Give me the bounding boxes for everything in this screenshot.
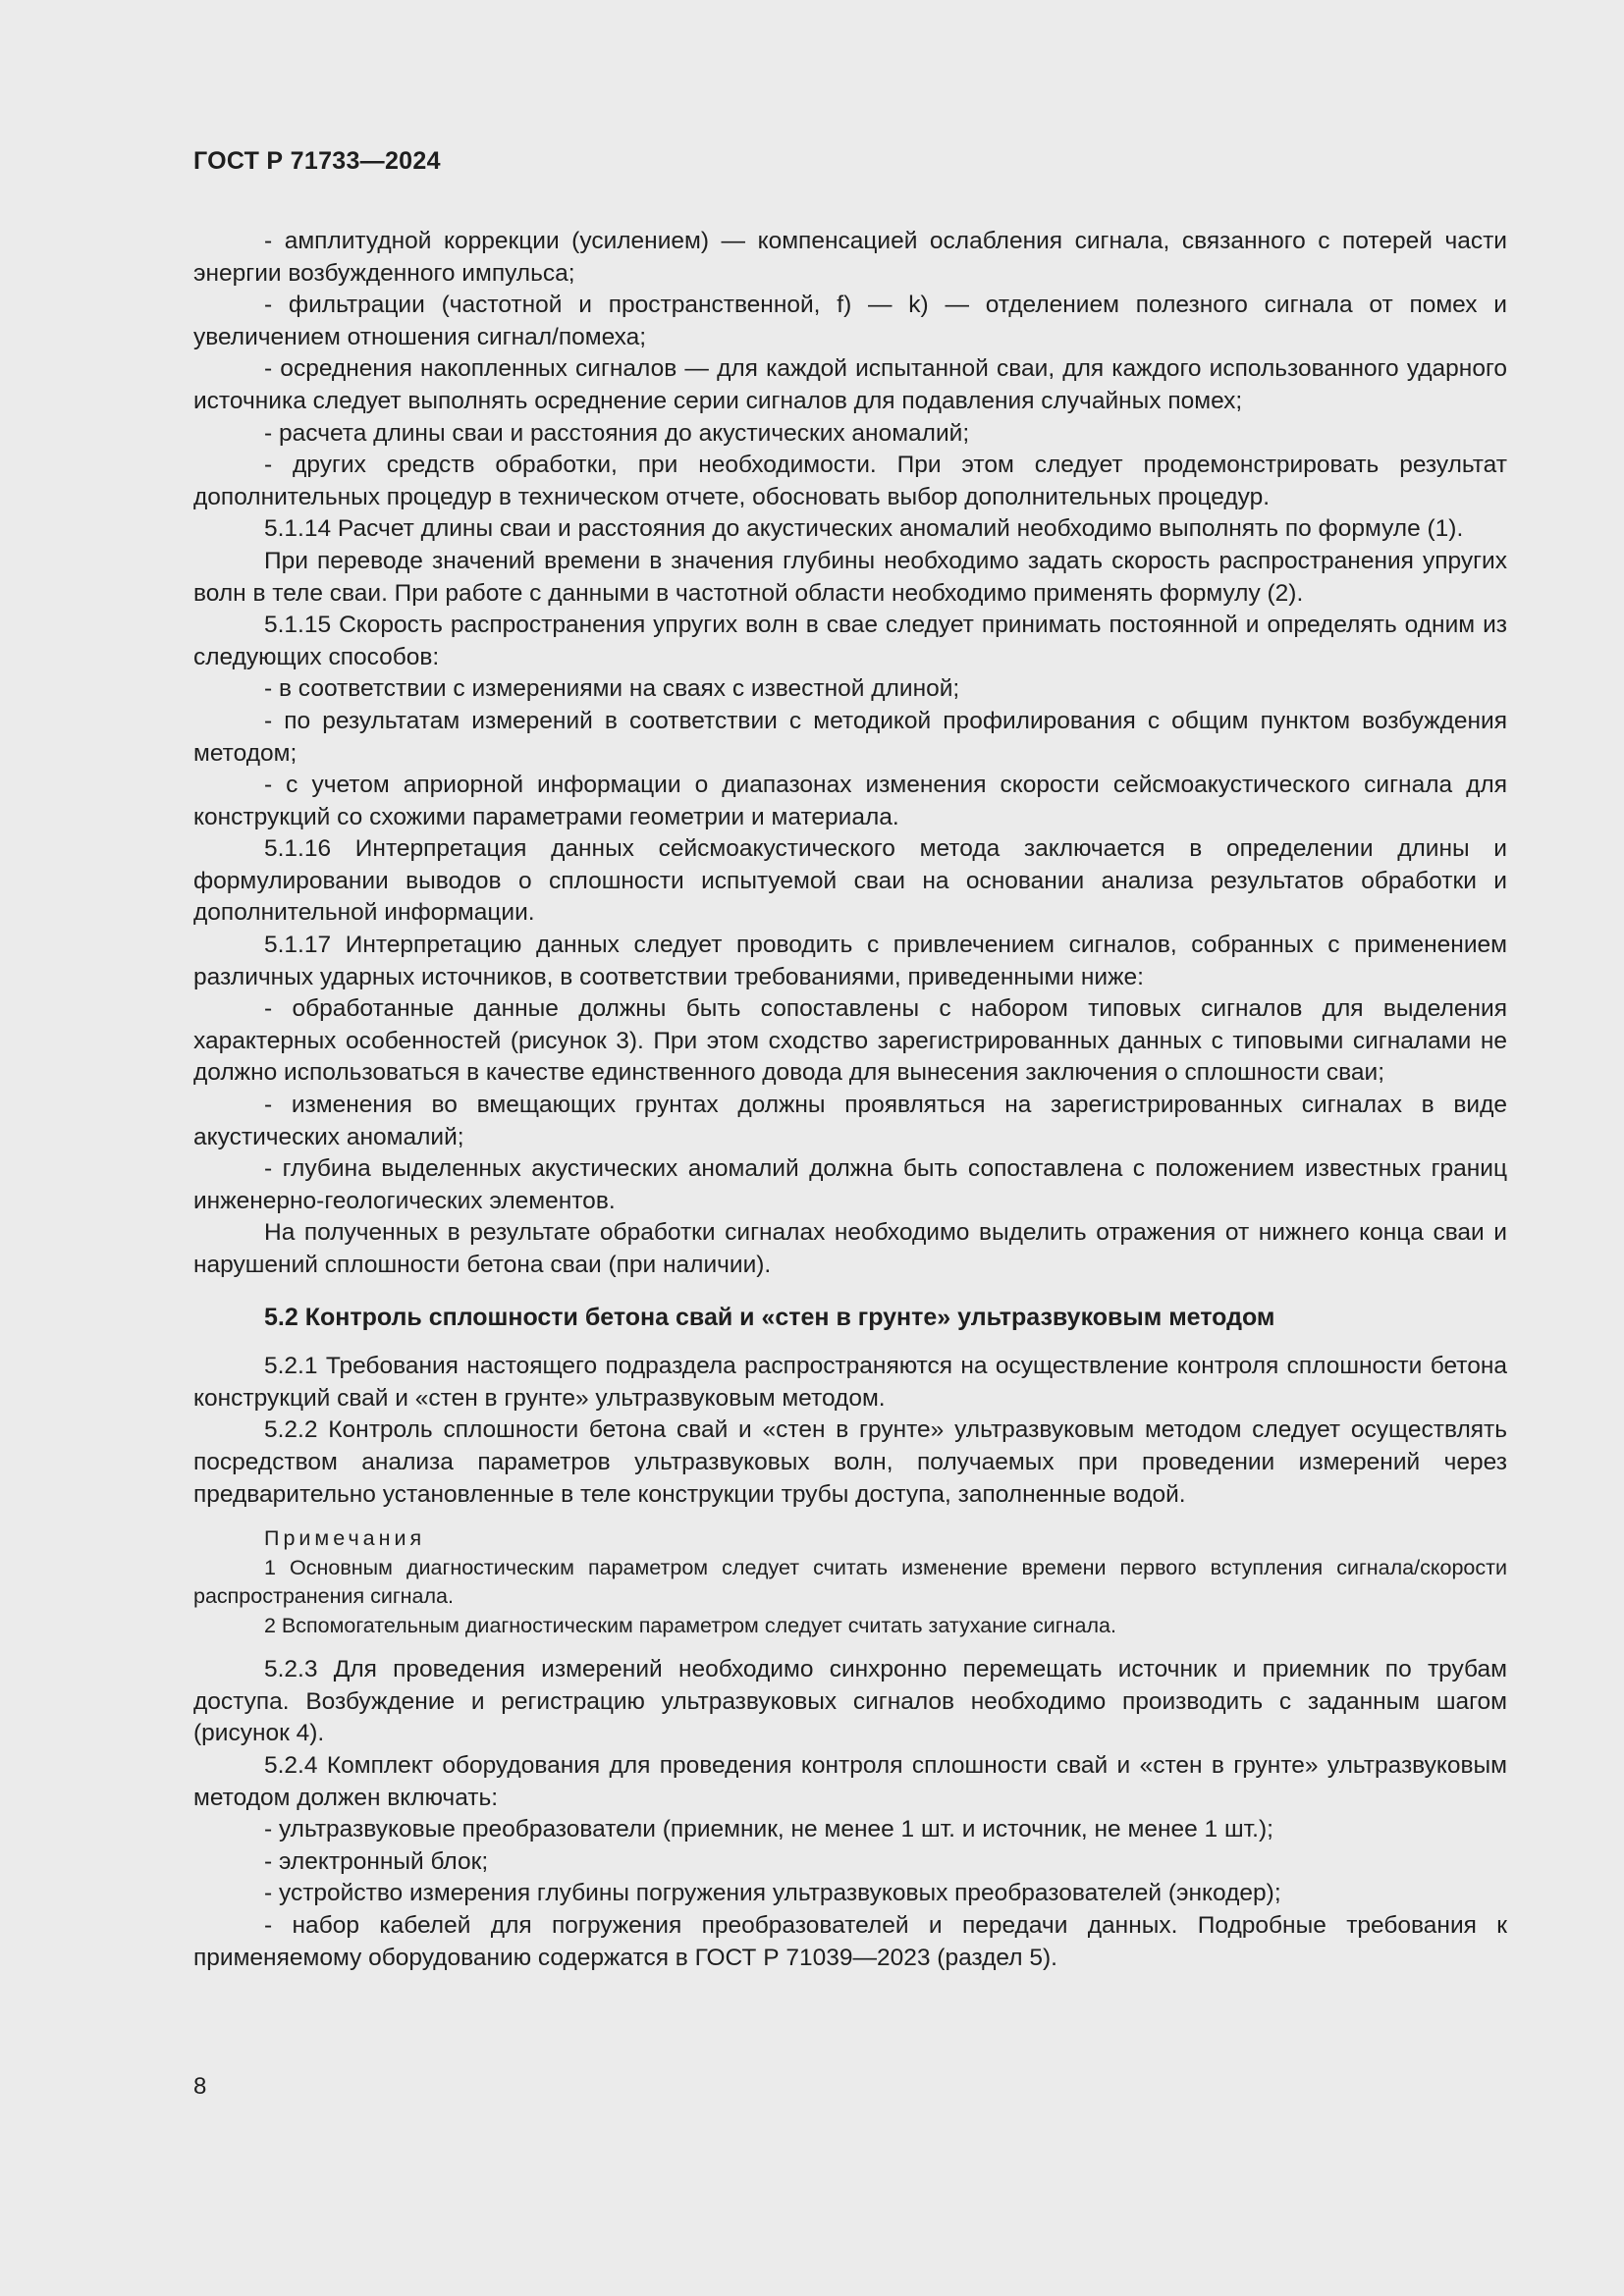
paragraph: - ультразвуковые преобразователи (приемник, не менее 1 шт. и источник, не менее 1 шт.); (264, 1816, 1273, 1843)
note-item: 1 Основным диагностическим параметром следует считать изменение времени первого вступления сигнала/скорости распространения сигнала. (193, 1555, 1507, 1609)
paragraph: 5.2.4 Комплект оборудования для проведения контроля сплошности свай и «стен в грунте» ультразвуковым методом должен включать: (193, 1751, 1507, 1811)
paragraph: - электронный блок; (264, 1847, 489, 1875)
paragraph: 5.1.15 Скорость распространения упругих волн в свае следует принимать постоянной и определять одним из следующих способов: (193, 612, 1507, 670)
paragraph: - амплитудной коррекции (усилением) — компенсацией ослабления сигнала, связанного с потерей части энергии возбужденного импульса; (193, 228, 1507, 287)
note-item: 2 Вспомогательным диагностическим параметром следует считать затухание сигнала. (264, 1613, 1116, 1637)
paragraph: 5.1.16 Интерпретация данных сейсмоакустического метода заключается в определении длины и формулировании выводов о сплошности испытуемой сваи на основании анализа результатов обработки и дополнительной информации. (193, 835, 1507, 927)
paragraph: - глубина выделенных акустических аномалий должна быть сопоставлена с положением известных границ инженерно-геологических элементов. (193, 1155, 1507, 1214)
paragraph: - изменения во вмещающих грунтах должны проявляться на зарегистрированных сигналах в виде акустических аномалий; (193, 1092, 1507, 1150)
paragraph: 5.2.2 Контроль сплошности бетона свай и «стен в грунте» ультразвуковым методом следует осуществлять посредством анализа параметров ультразвуковых волн, получаемых при проведении измерений через предварительно установленные в теле конструкции трубы доступа, заполненные водой. (193, 1416, 1507, 1508)
notes-heading: Примечания (264, 1526, 426, 1551)
paragraph: - обработанные данные должны быть сопоставлены с набором типовых сигналов для выделения характерных особенностей (рисунок 3). При этом сходство зарегистрированных данных с типовыми сигналами не должно использоваться в качестве единственного довода для вынесения заключения о сплошности сваи; (193, 995, 1507, 1087)
paragraph: - осреднения накопленных сигналов — для каждой испытанной сваи, для каждого использованного ударного источника следует выполнять осреднение серии сигналов для подавления случайных помех; (193, 355, 1507, 414)
document-header: ГОСТ Р 71733—2024 (193, 147, 441, 175)
paragraph: - набор кабелей для погружения преобразователей и передачи данных. Подробные требования к применяемому оборудованию содержатся в ГОСТ Р 71039—2023 (раздел 5). (193, 1911, 1507, 1971)
paragraph: 5.2.1 Требования настоящего подраздела распространяются на осуществление контроля сплошности бетона конструкций свай и «стен в грунте» ультразвуковым методом. (193, 1353, 1507, 1412)
paragraph: - с учетом априорной информации о диапазонах изменения скорости сейсмоакустического сигнала для конструкций со схожими параметрами геометрии и материала. (193, 772, 1507, 830)
paragraph: - расчета длины сваи и расстояния до акустических аномалий; (264, 419, 970, 447)
document-body (193, 226, 1507, 1974)
paragraph: 5.2.3 Для проведения измерений необходимо синхронно перемещать источник и приемник по трубам доступа. Возбуждение и регистрацию ультразвуковых сигналов необходимо производить с заданным шагом (рисунок 4). (193, 1656, 1507, 1747)
paragraph: 5.1.17 Интерпретацию данных следует проводить с привлечением сигналов, собранных с применением различных ударных источников, в соответствии требованиями, приведенными ниже: (193, 932, 1507, 990)
paragraph: На полученных в результате обработки сигналах необходимо выделить отражения от нижнего конца сваи и нарушений сплошности бетона сваи (при наличии). (193, 1219, 1507, 1278)
paragraph: - в соответствии с измерениями на сваях с известной длиной; (264, 675, 960, 703)
paragraph: При переводе значений времени в значения глубины необходимо задать скорость распространения упругих волн в теле сваи. При работе с данными в частотной области необходимо применять формулу (2). (193, 547, 1507, 607)
paragraph: - фильтрации (частотной и пространственной, f) — k) — отделением полезного сигнала от помех и увеличением отношения сигнал/помеха; (193, 292, 1507, 350)
paragraph: - других средств обработки, при необходимости. При этом следует продемонстрировать результат дополнительных процедур в техническом отчете, обосновать выбор дополнительных процедур. (193, 452, 1507, 510)
paragraph: - устройство измерения глубины погружения ультразвуковых преобразователей (энкодер); (264, 1880, 1281, 1907)
section-heading: 5.2 Контроль сплошности бетона свай и «стен в грунте» ультразвуковым методом (264, 1303, 1275, 1331)
paragraph: 5.1.14 Расчет длины сваи и расстояния до акустических аномалий необходимо выполнять по формуле (1). (264, 515, 1464, 543)
page-number: 8 (193, 2073, 207, 2100)
paragraph: - по результатам измерений в соответствии с методикой профилирования с общим пунктом возбуждения методом; (193, 707, 1507, 767)
notes-block (193, 1524, 1507, 1640)
